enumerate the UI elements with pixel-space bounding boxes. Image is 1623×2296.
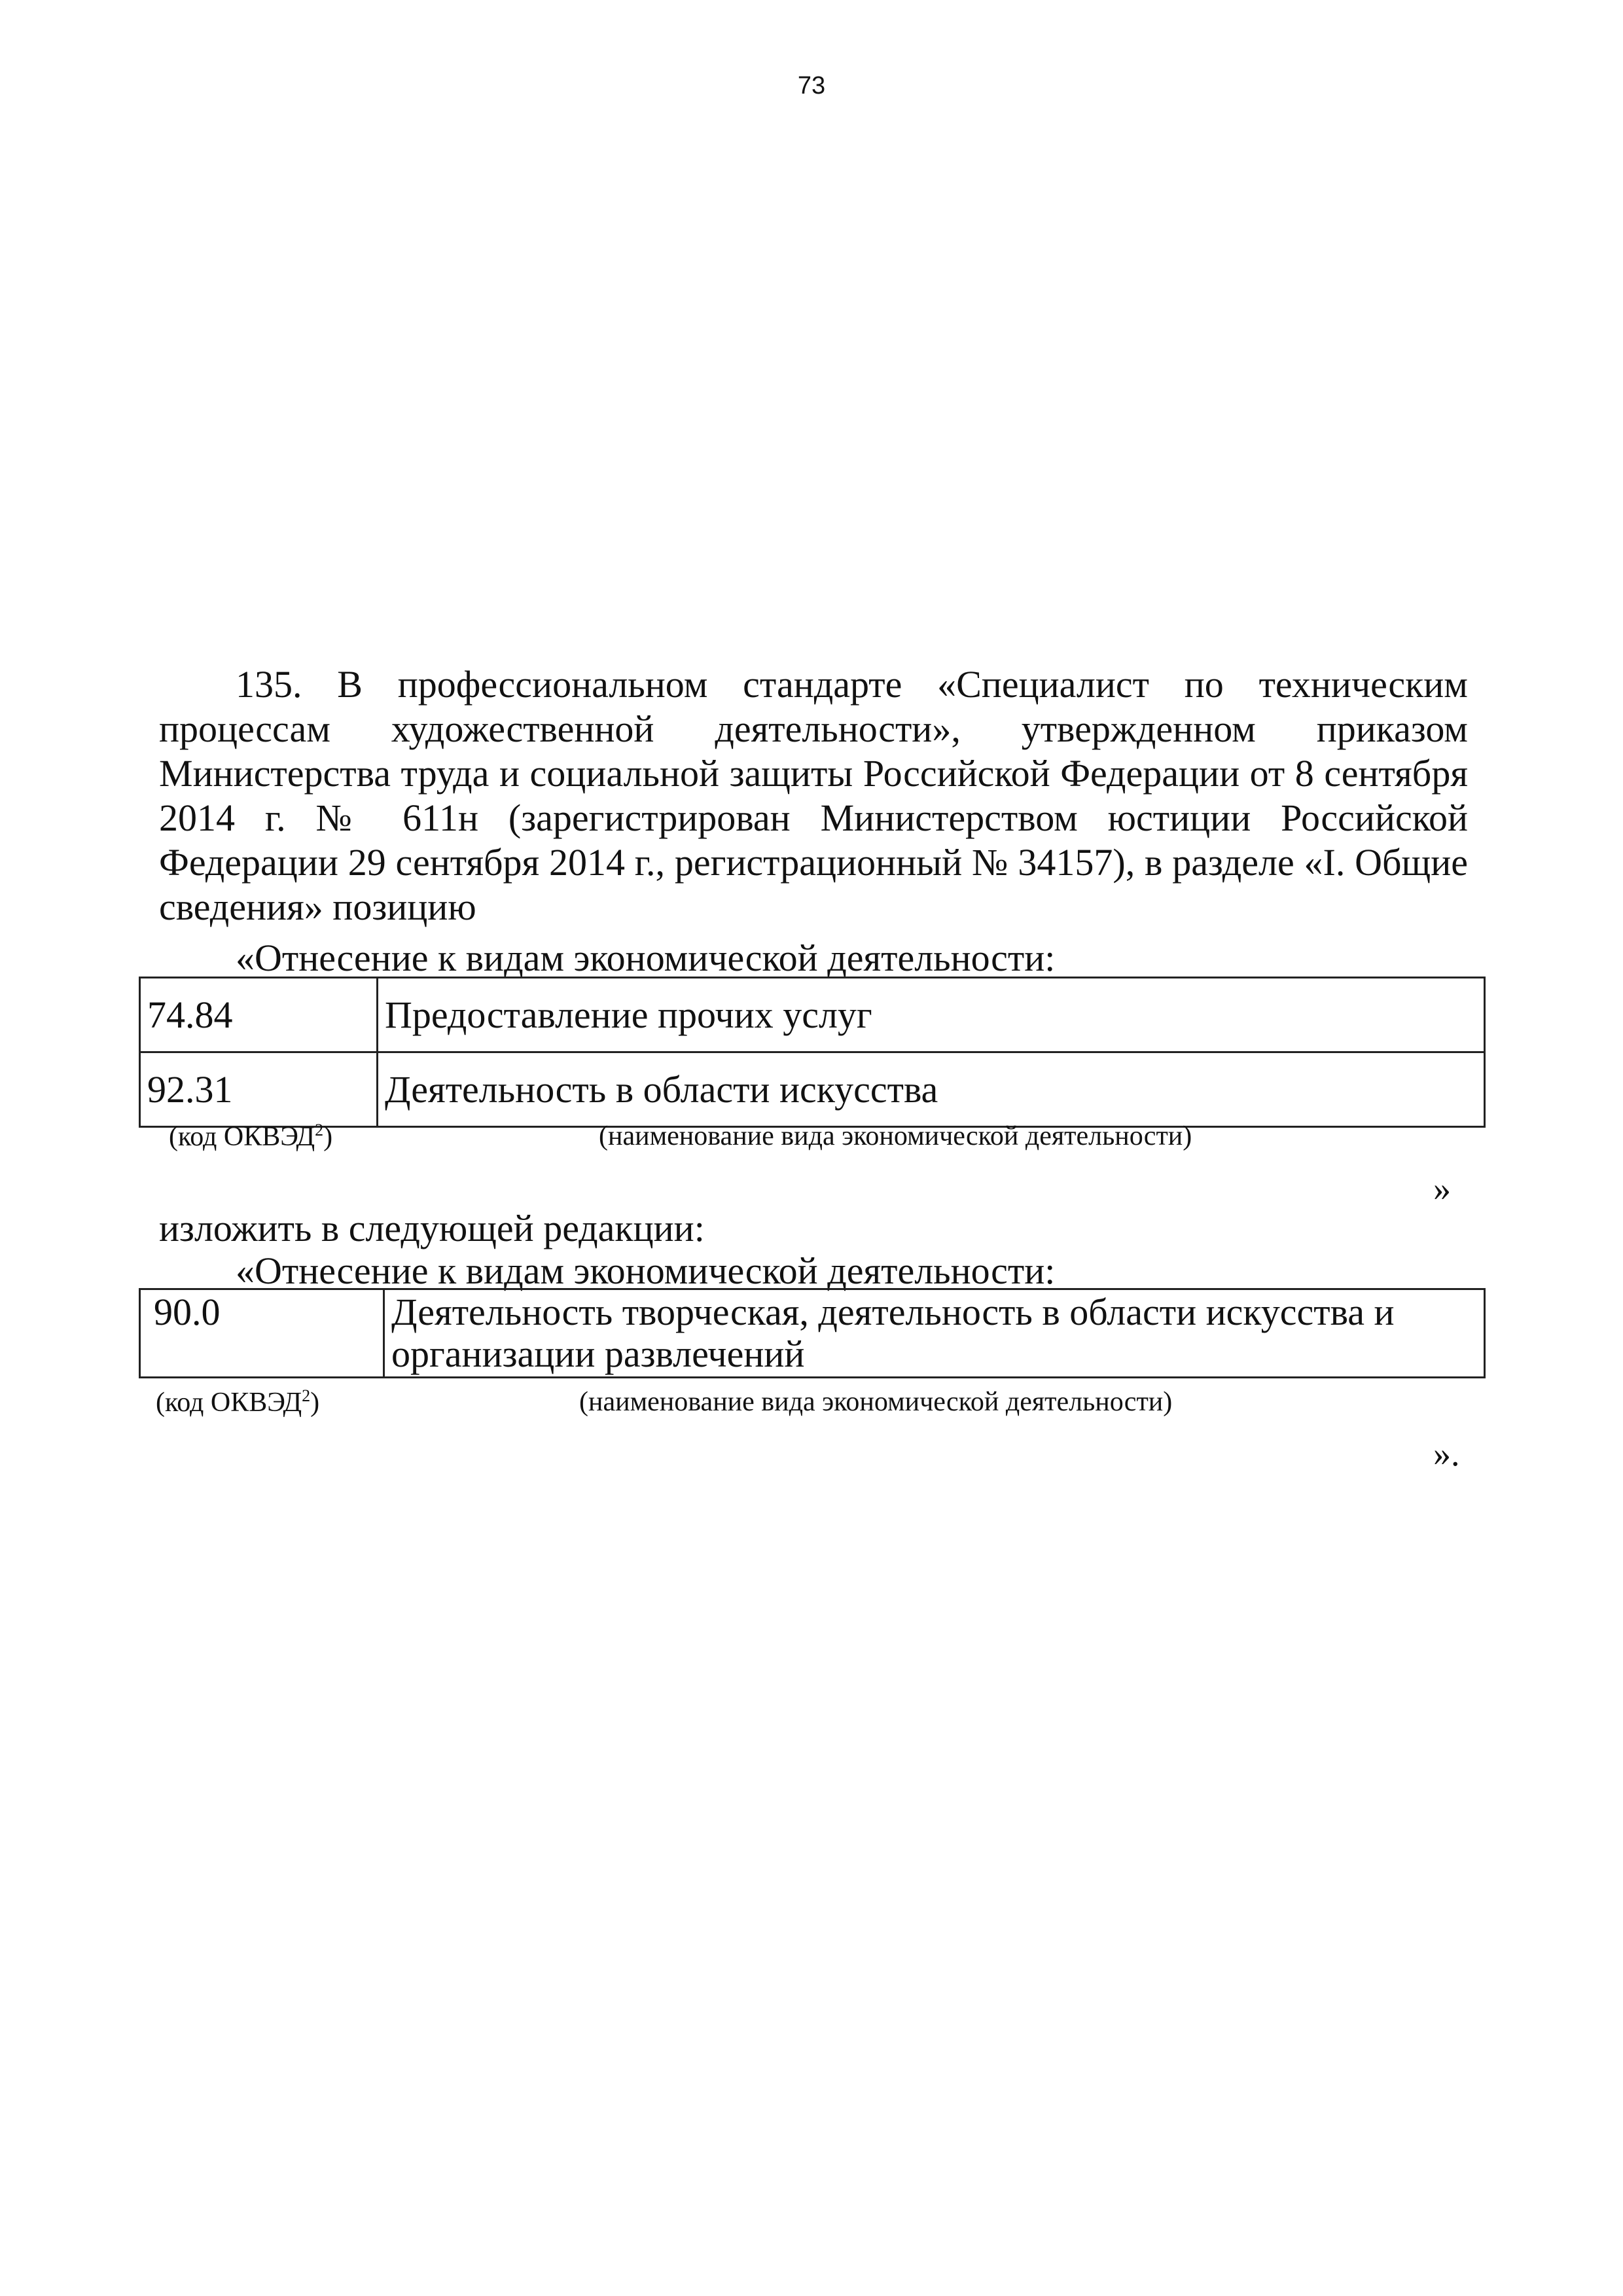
okved-code-cell: 92.31: [140, 1052, 378, 1127]
footnote-marker: 2: [315, 1121, 324, 1139]
old-name-caption: (наименование вида экономической деятельности): [599, 1121, 1192, 1151]
okved-name-cell: Деятельность творческая, деятельность в области искусства и организации развлечений: [384, 1289, 1485, 1378]
new-block-closing-quote: ».: [1433, 1434, 1460, 1473]
okved-code-cell: 90.0: [140, 1289, 384, 1378]
okved-name-cell: Деятельность в области искусства: [378, 1052, 1485, 1127]
table-row: [140, 1052, 1485, 1127]
table-row: [140, 1289, 1485, 1378]
caption-code-close: ): [310, 1388, 320, 1418]
old-okved-intro: «Отнесение к видам экономической деятельности:: [236, 937, 1056, 979]
old-block-closing-quote: »: [1433, 1169, 1451, 1208]
page-number: 73: [797, 72, 826, 99]
caption-code-close: ): [323, 1122, 333, 1152]
footnote-marker: 2: [302, 1386, 311, 1405]
table-row: [140, 978, 1485, 1052]
okved-code-cell: 74.84: [140, 978, 378, 1052]
caption-code-text: (код ОКВЭД: [169, 1122, 315, 1152]
old-code-caption: [169, 1121, 332, 1153]
new-okved-intro: «Отнесение к видам экономической деятельности:: [236, 1249, 1056, 1292]
amendment-paragraph: 135. В профессиональном стандарте «Специалист по техническим процессам художественной деятельности», утвержденном приказом Министерства труда и социальной защиты Российской Федерации от 8 сентября 2014 г. № 611н (зарегистрирован Министерством юстиции Российской Федерации 29 сентября 2014 г., регистрационный № 34157), в разделе «I. Общие сведения» позицию: [159, 663, 1468, 928]
transition-line: изложить в следующей редакции:: [159, 1207, 705, 1249]
okved-name-cell: Предоставление прочих услуг: [378, 978, 1485, 1052]
new-okved-table: [139, 1288, 1486, 1378]
new-code-caption: [156, 1386, 319, 1418]
old-okved-table: [139, 977, 1486, 1128]
new-name-caption: (наименование вида экономической деятельности): [579, 1387, 1173, 1417]
caption-code-text: (код ОКВЭД: [156, 1388, 302, 1418]
